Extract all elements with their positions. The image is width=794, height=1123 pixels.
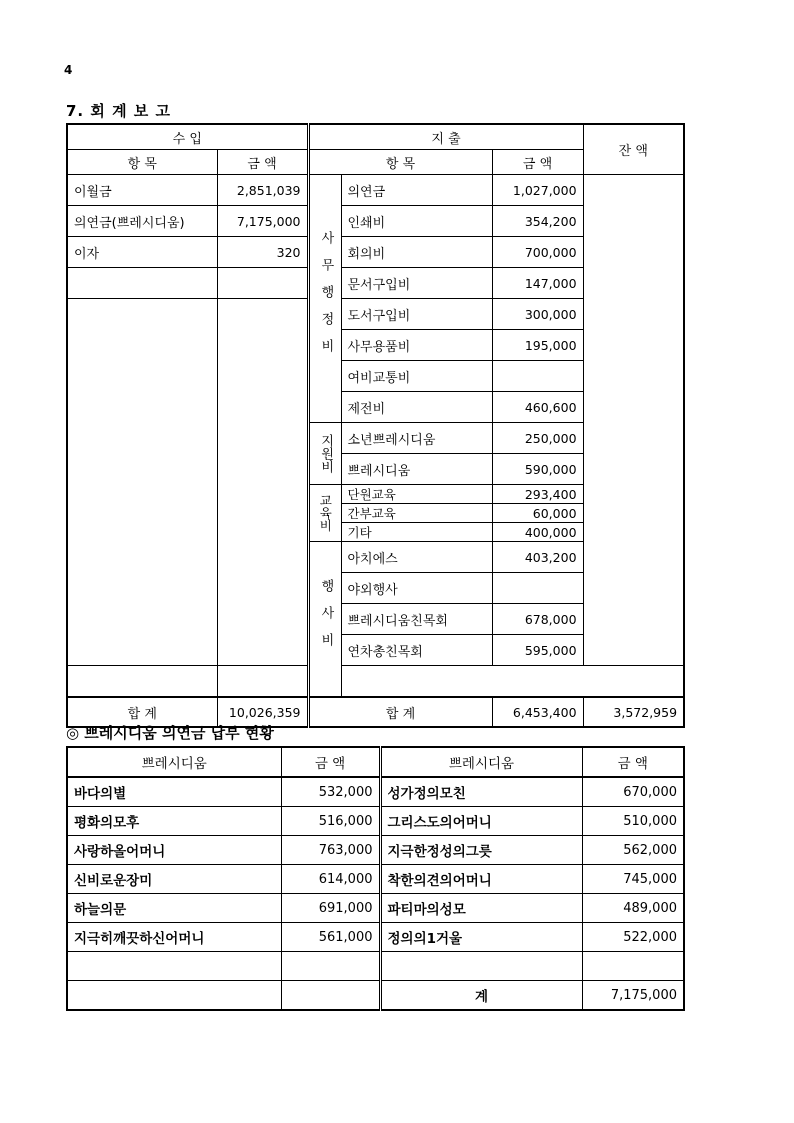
expense-item: 사무용품비 xyxy=(341,330,492,361)
income-empty-tall xyxy=(217,299,308,666)
expense-item: 기타 xyxy=(341,523,492,542)
expense-empty xyxy=(217,666,308,698)
accounting-table xyxy=(66,123,685,728)
presidium-amount: 691,000 xyxy=(281,894,380,923)
page-number: 4 xyxy=(64,63,73,77)
expense-amount xyxy=(492,573,583,604)
expense-item: 회의비 xyxy=(341,237,492,268)
balance-total: 3,572,959 xyxy=(583,697,684,727)
expense-item: 여비교통비 xyxy=(341,361,492,392)
empty-cell xyxy=(380,952,582,981)
expense-empty xyxy=(67,666,217,698)
presidium-name: 파티마의성모 xyxy=(380,894,582,923)
expense-total: 6,453,400 xyxy=(492,697,583,727)
empty-cell xyxy=(281,981,380,1011)
expense-amount: 60,000 xyxy=(492,504,583,523)
section-title-donations: ◎ 쁘레시디움 의연금 납부 현황 xyxy=(66,724,274,742)
header-balance: 잔 액 xyxy=(583,124,684,175)
header-income-amount: 금 액 xyxy=(217,150,308,175)
income-amount: 2,851,039 xyxy=(217,175,308,206)
income-amount: 7,175,000 xyxy=(217,206,308,237)
expense-group-office: 사무행정비 xyxy=(308,175,341,423)
donations-total: 7,175,000 xyxy=(582,981,684,1011)
expense-amount: 678,000 xyxy=(492,604,583,635)
presidium-amount: 763,000 xyxy=(281,836,380,865)
presidium-amount: 510,000 xyxy=(582,807,684,836)
header-amount-right: 금 액 xyxy=(582,747,684,777)
empty-cell xyxy=(281,952,380,981)
presidium-name: 성가정의모친 xyxy=(380,777,582,807)
expense-amount xyxy=(492,361,583,392)
expense-item: 제전비 xyxy=(341,392,492,423)
expense-group-education: 교육비 xyxy=(308,485,341,542)
expense-amount: 250,000 xyxy=(492,423,583,454)
expense-group-event: 행사비 xyxy=(308,542,341,698)
donations-table xyxy=(66,746,685,1011)
header-income: 수 입 xyxy=(67,124,308,150)
header-expense: 지 출 xyxy=(308,124,583,150)
income-amount: 320 xyxy=(217,237,308,268)
header-expense-item: 항 목 xyxy=(308,150,492,175)
presidium-name: 그리스도의어머니 xyxy=(380,807,582,836)
presidium-amount: 516,000 xyxy=(281,807,380,836)
expense-amount: 700,000 xyxy=(492,237,583,268)
header-expense-amount: 금 액 xyxy=(492,150,583,175)
presidium-name: 정의의1거울 xyxy=(380,923,582,952)
income-item: 이자 xyxy=(67,237,217,268)
expense-item: 쁘레시디움친목회 xyxy=(341,604,492,635)
expense-amount: 147,000 xyxy=(492,268,583,299)
expense-amount: 595,000 xyxy=(492,635,583,666)
expense-total-label: 합 계 xyxy=(308,697,492,727)
empty-cell xyxy=(582,952,684,981)
presidium-amount: 561,000 xyxy=(281,923,380,952)
balance-column xyxy=(583,175,684,666)
expense-amount: 460,600 xyxy=(492,392,583,423)
header-income-item: 항 목 xyxy=(67,150,217,175)
expense-item: 야외행사 xyxy=(341,573,492,604)
income-empty xyxy=(67,268,217,299)
presidium-amount: 522,000 xyxy=(582,923,684,952)
header-presidium-left: 쁘레시디움 xyxy=(67,747,281,777)
expense-amount: 590,000 xyxy=(492,454,583,485)
income-item: 의연금(쁘레시디움) xyxy=(67,206,217,237)
income-empty xyxy=(217,268,308,299)
header-amount-left: 금 액 xyxy=(281,747,380,777)
presidium-name: 하늘의문 xyxy=(67,894,281,923)
expense-amount: 354,200 xyxy=(492,206,583,237)
expense-item: 의연금 xyxy=(341,175,492,206)
expense-item: 도서구입비 xyxy=(341,299,492,330)
presidium-name: 평화의모후 xyxy=(67,807,281,836)
income-empty-tall xyxy=(67,299,217,666)
section-title-accounting: 7. 회 계 보 고 xyxy=(66,102,171,120)
presidium-name: 바다의별 xyxy=(67,777,281,807)
expense-amount: 1,027,000 xyxy=(492,175,583,206)
expense-amount: 195,000 xyxy=(492,330,583,361)
expense-item: 소년쁘레시디움 xyxy=(341,423,492,454)
expense-item: 문서구입비 xyxy=(341,268,492,299)
presidium-name: 신비로운장미 xyxy=(67,865,281,894)
expense-item: 인쇄비 xyxy=(341,206,492,237)
expense-group-support: 지원비 xyxy=(308,423,341,485)
expense-amount: 400,000 xyxy=(492,523,583,542)
presidium-amount: 745,000 xyxy=(582,865,684,894)
presidium-name: 사랑하올어머니 xyxy=(67,836,281,865)
presidium-amount: 489,000 xyxy=(582,894,684,923)
expense-item: 아치에스 xyxy=(341,542,492,573)
expense-amount: 293,400 xyxy=(492,485,583,504)
presidium-name: 지극한정성의그릇 xyxy=(380,836,582,865)
presidium-amount: 670,000 xyxy=(582,777,684,807)
expense-item: 연차총친목회 xyxy=(341,635,492,666)
expense-item: 간부교육 xyxy=(341,504,492,523)
expense-item: 단원교육 xyxy=(341,485,492,504)
empty-cell xyxy=(67,952,281,981)
presidium-amount: 614,000 xyxy=(281,865,380,894)
presidium-amount: 532,000 xyxy=(281,777,380,807)
expense-item: 쁘레시디움 xyxy=(341,454,492,485)
expense-amount: 403,200 xyxy=(492,542,583,573)
income-total-label: 합 계 xyxy=(67,697,217,727)
header-presidium-right: 쁘레시디움 xyxy=(380,747,582,777)
donations-total-label: 계 xyxy=(380,981,582,1011)
presidium-amount: 562,000 xyxy=(582,836,684,865)
income-item: 이월금 xyxy=(67,175,217,206)
presidium-name: 지극히깨끗하신어머니 xyxy=(67,923,281,952)
presidium-name: 착한의견의어머니 xyxy=(380,865,582,894)
empty-cell xyxy=(67,981,281,1011)
income-total: 10,026,359 xyxy=(217,697,308,727)
expense-amount: 300,000 xyxy=(492,299,583,330)
